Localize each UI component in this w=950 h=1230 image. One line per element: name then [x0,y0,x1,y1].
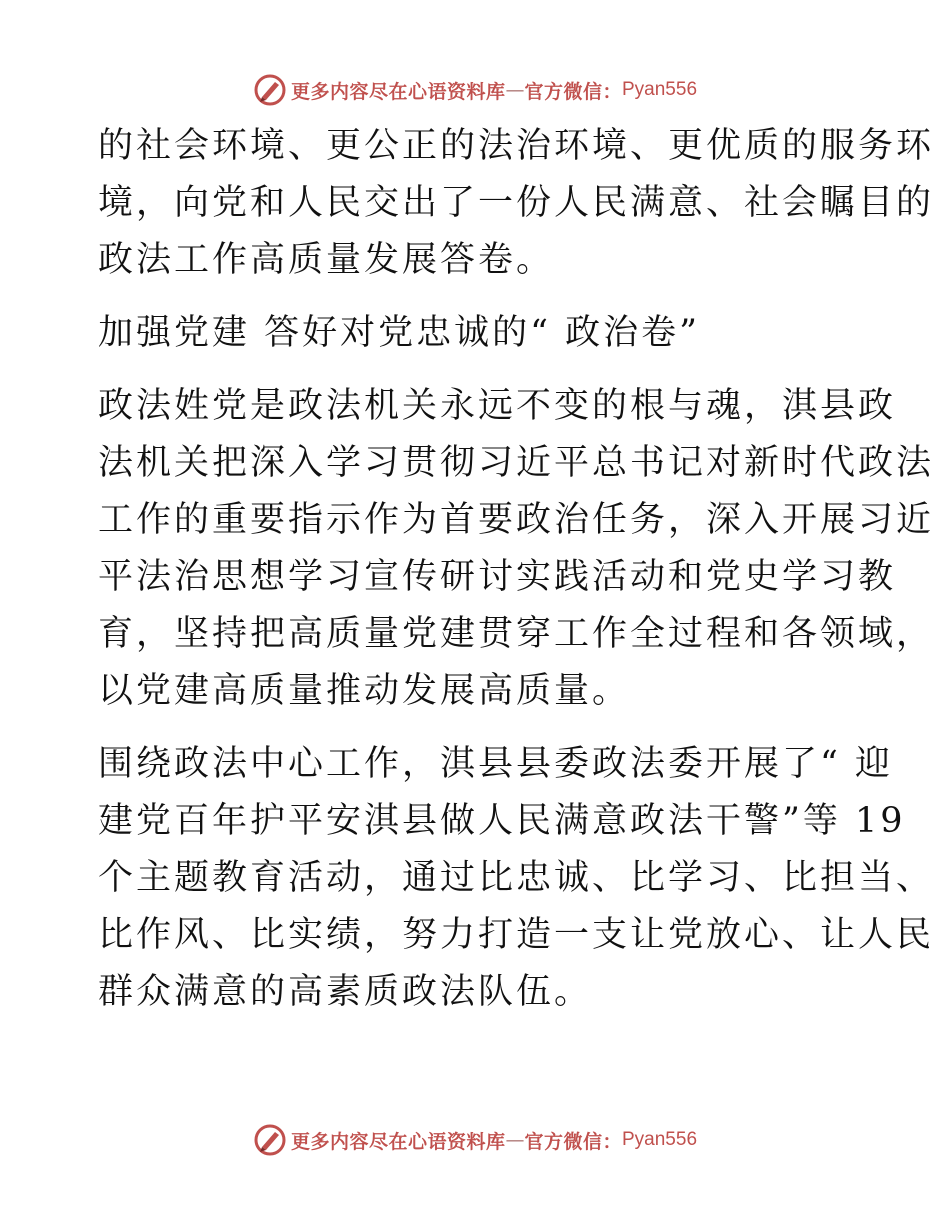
header-watermark-banner [0,70,950,110]
paragraph-line: 建党百年护平安淇县做人民满意政法干警”等 19 [98,801,906,841]
paragraph-line: 围绕政法中心工作，淇县县委政法委开展了“ 迎 [98,744,894,784]
paragraph-line: 比作风、比实绩，努力打造一支让党放心、让人民 [98,915,935,955]
banner-dash: — [505,1129,525,1151]
footer-watermark-banner [0,1120,950,1160]
paragraph-1 [98,118,935,289]
pen-logo-icon [253,1123,287,1157]
banner-wechat-id: Pyan556 [622,79,698,100]
paragraph-line: 以党建高质量推动发展高质量。 [98,671,631,711]
paragraph-line: 工作的重要指示作为首要政治任务，深入开展习近 [98,500,935,540]
banner-wechat-label: 官方微信： [524,80,622,103]
paragraph-2 [98,378,935,720]
section-heading: 加强党建 答好对党忠诚的“ 政治卷” [98,313,701,353]
paragraph-line: 政法姓党是政法机关永远不变的根与魂，淇县政 [98,386,897,426]
paragraph-line: 个主题教育活动，通过比忠诚、比学习、比担当、 [98,858,935,898]
document-body [98,118,935,1021]
banner-wechat-label: 官方微信： [524,1130,622,1153]
paragraph-line: 法机关把深入学习贯彻习近平总书记对新时代政法 [98,443,935,483]
pen-logo-icon [253,73,287,107]
banner-main-text: 更多内容尽在心语资料库 [290,80,506,103]
paragraph-line: 育，坚持把高质量党建贯穿工作全过程和各领域， [98,614,935,654]
paragraph-line: 群众满意的高素质政法队伍。 [98,972,593,1012]
banner-wechat-id: Pyan556 [622,1129,698,1150]
paragraph-line: 的社会环境、更公正的法治环境、更优质的服务环 [98,126,935,166]
banner-dash: — [505,79,525,101]
paragraph-line: 平法治思想学习宣传研讨实践活动和党史学习教 [98,557,897,597]
paragraph-line: 境，向党和人民交出了一份人民满意、社会瞩目的 [98,183,935,223]
paragraph-3 [98,736,935,1021]
banner-main-text: 更多内容尽在心语资料库 [290,1130,506,1153]
paragraph-line: 政法工作高质量发展答卷。 [98,240,555,280]
